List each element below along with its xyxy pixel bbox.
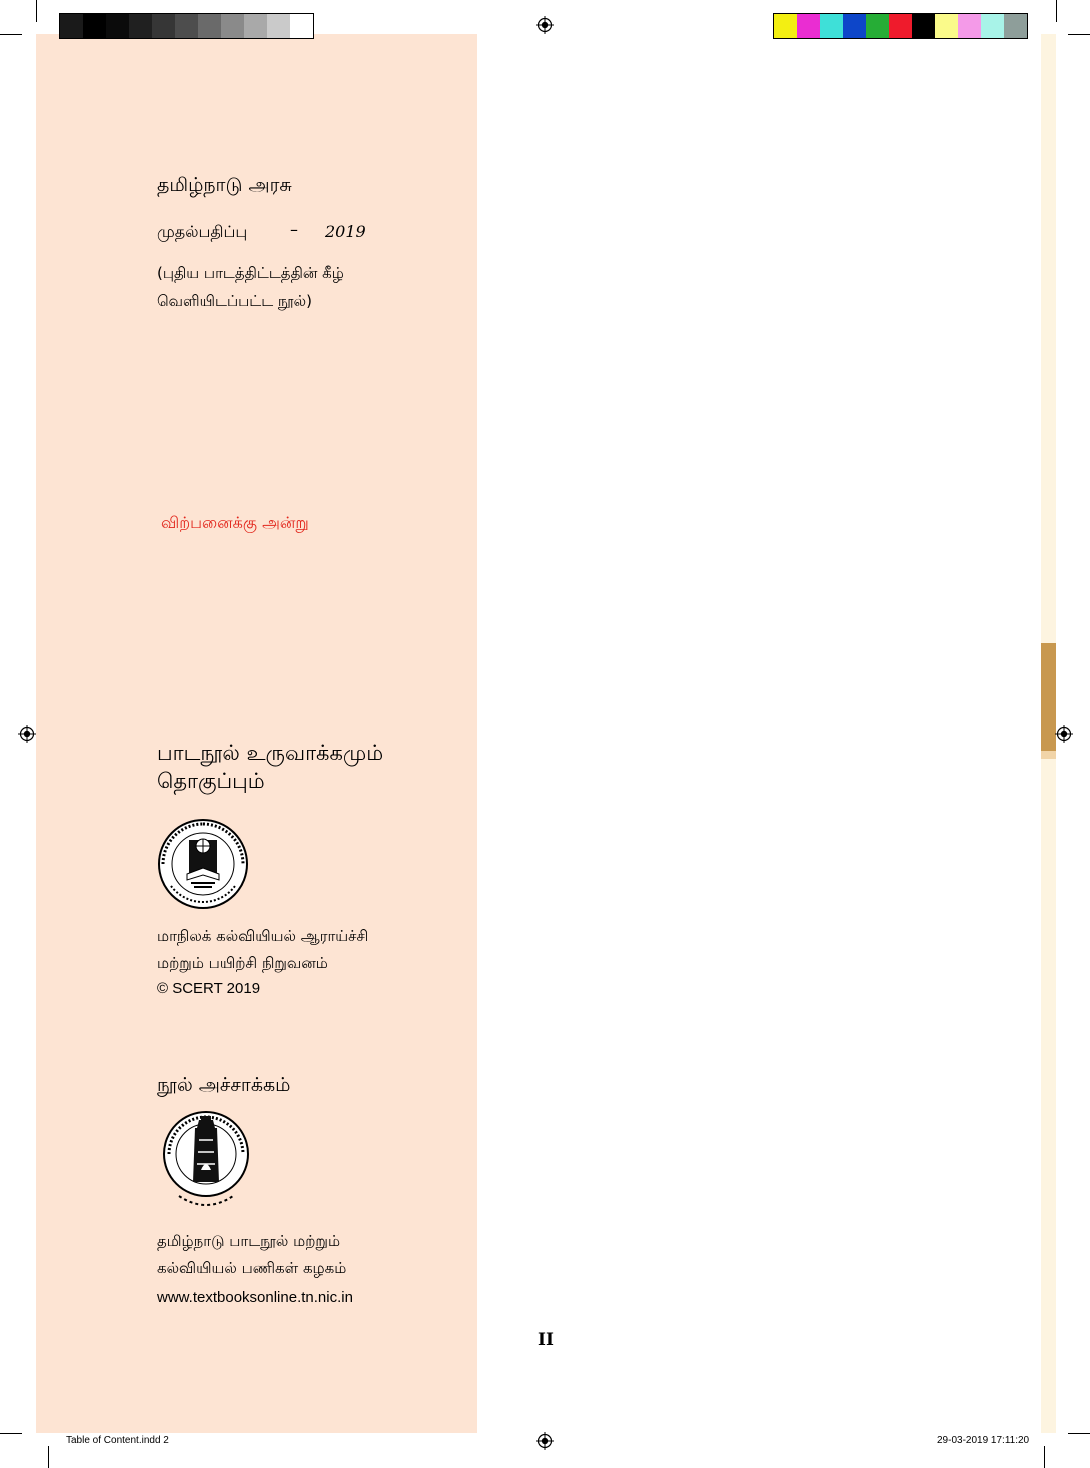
color-swatch — [820, 14, 843, 38]
color-swatch — [290, 14, 313, 38]
color-swatch — [198, 14, 221, 38]
crop-mark — [1044, 1446, 1045, 1468]
color-swatch — [1004, 14, 1027, 38]
color-swatch — [244, 14, 267, 38]
note-line-2: வெளியிடப்பட்ட நூல்) — [157, 292, 312, 310]
color-swatch — [106, 14, 129, 38]
registration-mark-icon — [536, 1432, 554, 1450]
footer-file-name: Table of Content.indd 2 — [66, 1435, 169, 1446]
grey-calibration-bar — [59, 13, 314, 39]
color-swatch — [935, 14, 958, 38]
government-title: தமிழ்நாடு அரசு — [157, 174, 292, 196]
cover-panel — [36, 34, 477, 1433]
crop-mark — [0, 1433, 22, 1434]
color-swatch — [267, 14, 290, 38]
copyright-text: © SCERT 2019 — [157, 980, 261, 997]
color-swatch — [152, 14, 175, 38]
color-swatch — [981, 14, 1004, 38]
color-swatch — [175, 14, 198, 38]
color-swatch — [958, 14, 981, 38]
crop-mark — [1056, 0, 1057, 22]
tntb-name-line-1: தமிழ்நாடு பாடநூல் மற்றும் — [157, 1232, 341, 1250]
tntb-name-line-2: கல்வியியல் பணிகள் கழகம் — [157, 1259, 347, 1277]
crop-mark — [48, 1446, 49, 1468]
color-swatch — [912, 14, 935, 38]
color-calibration-bar — [773, 13, 1028, 39]
scert-name-line-1: மாநிலக் கல்வியியல் ஆராய்ச்சி — [157, 927, 369, 945]
color-swatch — [843, 14, 866, 38]
preparation-heading-line-1: பாடநூல் உருவாக்கமும் — [157, 741, 384, 765]
section-tab-marker — [1041, 643, 1056, 751]
crop-mark — [0, 34, 22, 35]
color-swatch — [889, 14, 912, 38]
crop-mark — [1068, 1433, 1090, 1434]
note-line-1: (புதிய பாடத்திட்டத்தின் கீழ் — [157, 264, 344, 282]
registration-mark-icon — [536, 16, 554, 34]
crop-mark — [36, 0, 37, 22]
page-number: II — [538, 1330, 554, 1350]
edition-year: 2019 — [325, 222, 366, 241]
color-swatch — [60, 14, 83, 38]
section-tab-marker-edge — [1041, 751, 1056, 759]
tntb-seal-icon — [157, 1110, 255, 1214]
color-swatch — [221, 14, 244, 38]
edition-dash: – — [290, 220, 298, 239]
color-swatch — [83, 14, 106, 38]
edition-label: முதல்பதிப்பு — [157, 222, 248, 241]
registration-mark-icon — [1055, 725, 1073, 743]
website-link[interactable]: www.textbooksonline.tn.nic.in — [157, 1289, 353, 1306]
printing-heading: நூல் அச்சாக்கம் — [157, 1074, 291, 1096]
color-swatch — [797, 14, 820, 38]
preparation-heading-line-2: தொகுப்பும் — [157, 769, 265, 793]
registration-mark-icon — [18, 725, 36, 743]
footer-timestamp: 29-03-2019 17:11:20 — [937, 1435, 1030, 1446]
not-for-sale-label: விற்பனைக்கு அன்று — [161, 513, 309, 532]
scert-seal-icon — [157, 818, 249, 910]
scert-name-line-2: மற்றும் பயிற்சி நிறுவனம் — [157, 954, 328, 972]
color-swatch — [774, 14, 797, 38]
color-swatch — [129, 14, 152, 38]
color-swatch — [866, 14, 889, 38]
crop-mark — [1068, 34, 1090, 35]
